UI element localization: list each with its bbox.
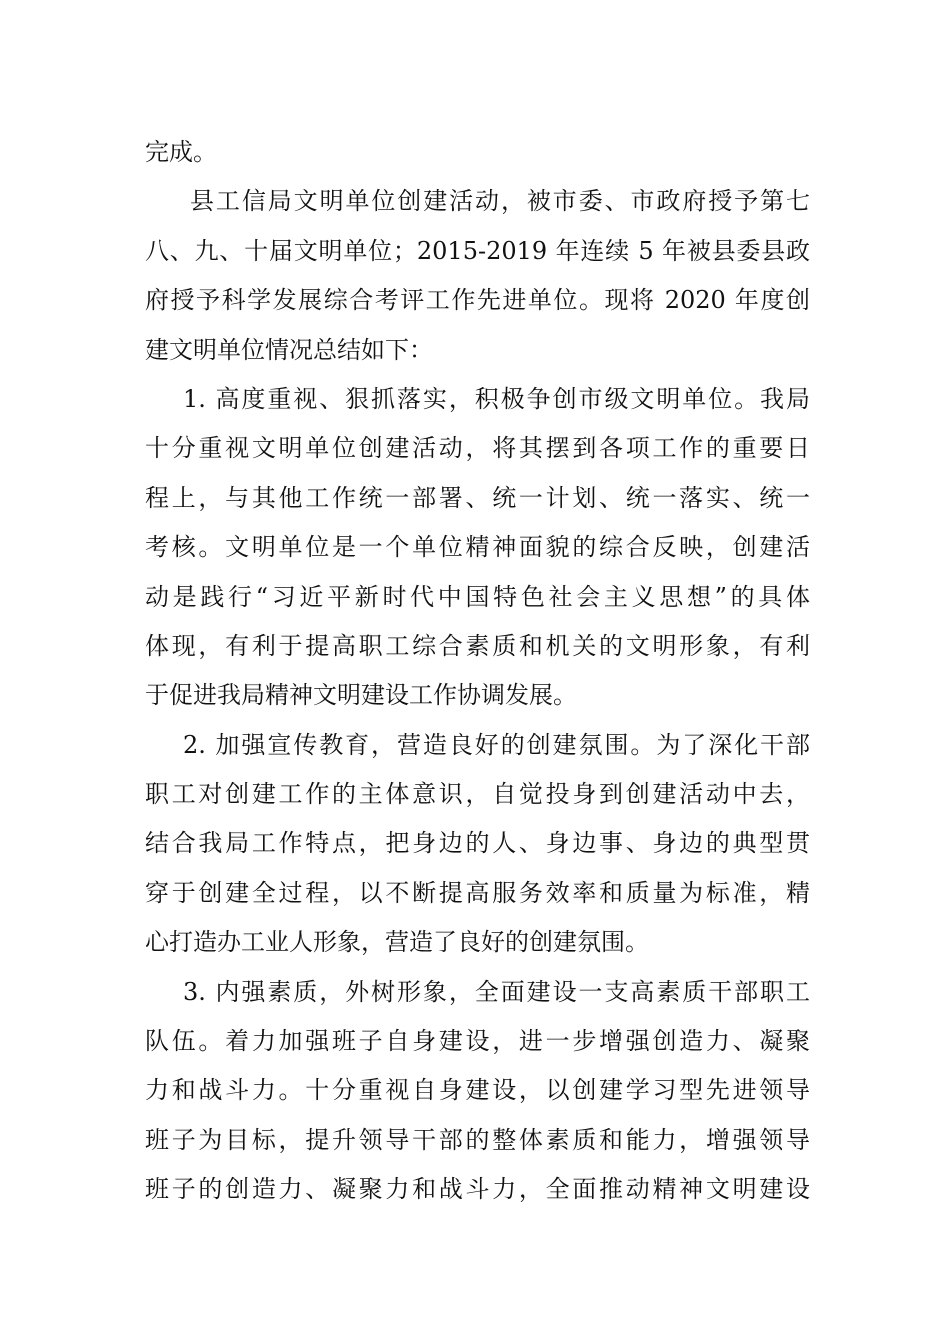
text-line: 班子的创造力、凝聚力和战斗力，全面推动精神文明建设	[145, 1175, 810, 1204]
text-line: 队伍。着力加强班子自身建设，进一步增强创造力、凝聚	[145, 1027, 810, 1056]
text-line: 程上，与其他工作统一部署、统一计划、统一落实、统一	[145, 483, 810, 512]
text-line: 1. 高度重视、狠抓落实，积极争创市级文明单位。我局	[183, 384, 810, 413]
text-line: 班子为目标，提升领导干部的整体素质和能力，增强领导	[145, 1125, 810, 1154]
document-body	[145, 128, 810, 1215]
text-line: 县工信局文明单位创建活动，被市委、市政府授予第七	[190, 187, 810, 216]
text-line: 心打造办工业人形象，营造了良好的创建氛围。	[145, 928, 649, 957]
text-line: 府授予科学发展综合考评工作先进单位。现将 2020 年度创	[145, 286, 810, 315]
text-line: 力和战斗力。十分重视自身建设，以创建学习型先进领导	[145, 1076, 810, 1105]
text-line: 穿于创建全过程，以不断提高服务效率和质量为标准，精	[145, 878, 810, 907]
text-line: 八、九、十届文明单位；2015-2019 年连续 5 年被县委县政	[145, 236, 810, 265]
text-line: 十分重视文明单位创建活动，将其摆到各项工作的重要日	[145, 434, 810, 463]
text-line: 2. 加强宣传教育，营造良好的创建氛围。为了深化干部	[183, 730, 810, 759]
text-line: 3. 内强素质，外树形象，全面建设一支高素质干部职工	[183, 977, 810, 1006]
text-line: 结合我局工作特点，把身边的人、身边事、身边的典型贯	[145, 829, 810, 858]
text-line: 于促进我局精神文明建设工作协调发展。	[145, 681, 577, 710]
text-line: 建文明单位情况总结如下：	[145, 335, 433, 364]
text-line: 体现，有利于提高职工综合素质和机关的文明形象，有利	[145, 631, 810, 660]
text-line: 职工对创建工作的主体意识，自觉投身到创建活动中去，	[145, 780, 810, 809]
text-line: 考核。文明单位是一个单位精神面貌的综合反映，创建活	[145, 533, 810, 562]
text-line: 动是践行“习近平新时代中国特色社会主义思想”的具体	[145, 582, 810, 611]
text-line: 完成。	[145, 138, 217, 166]
